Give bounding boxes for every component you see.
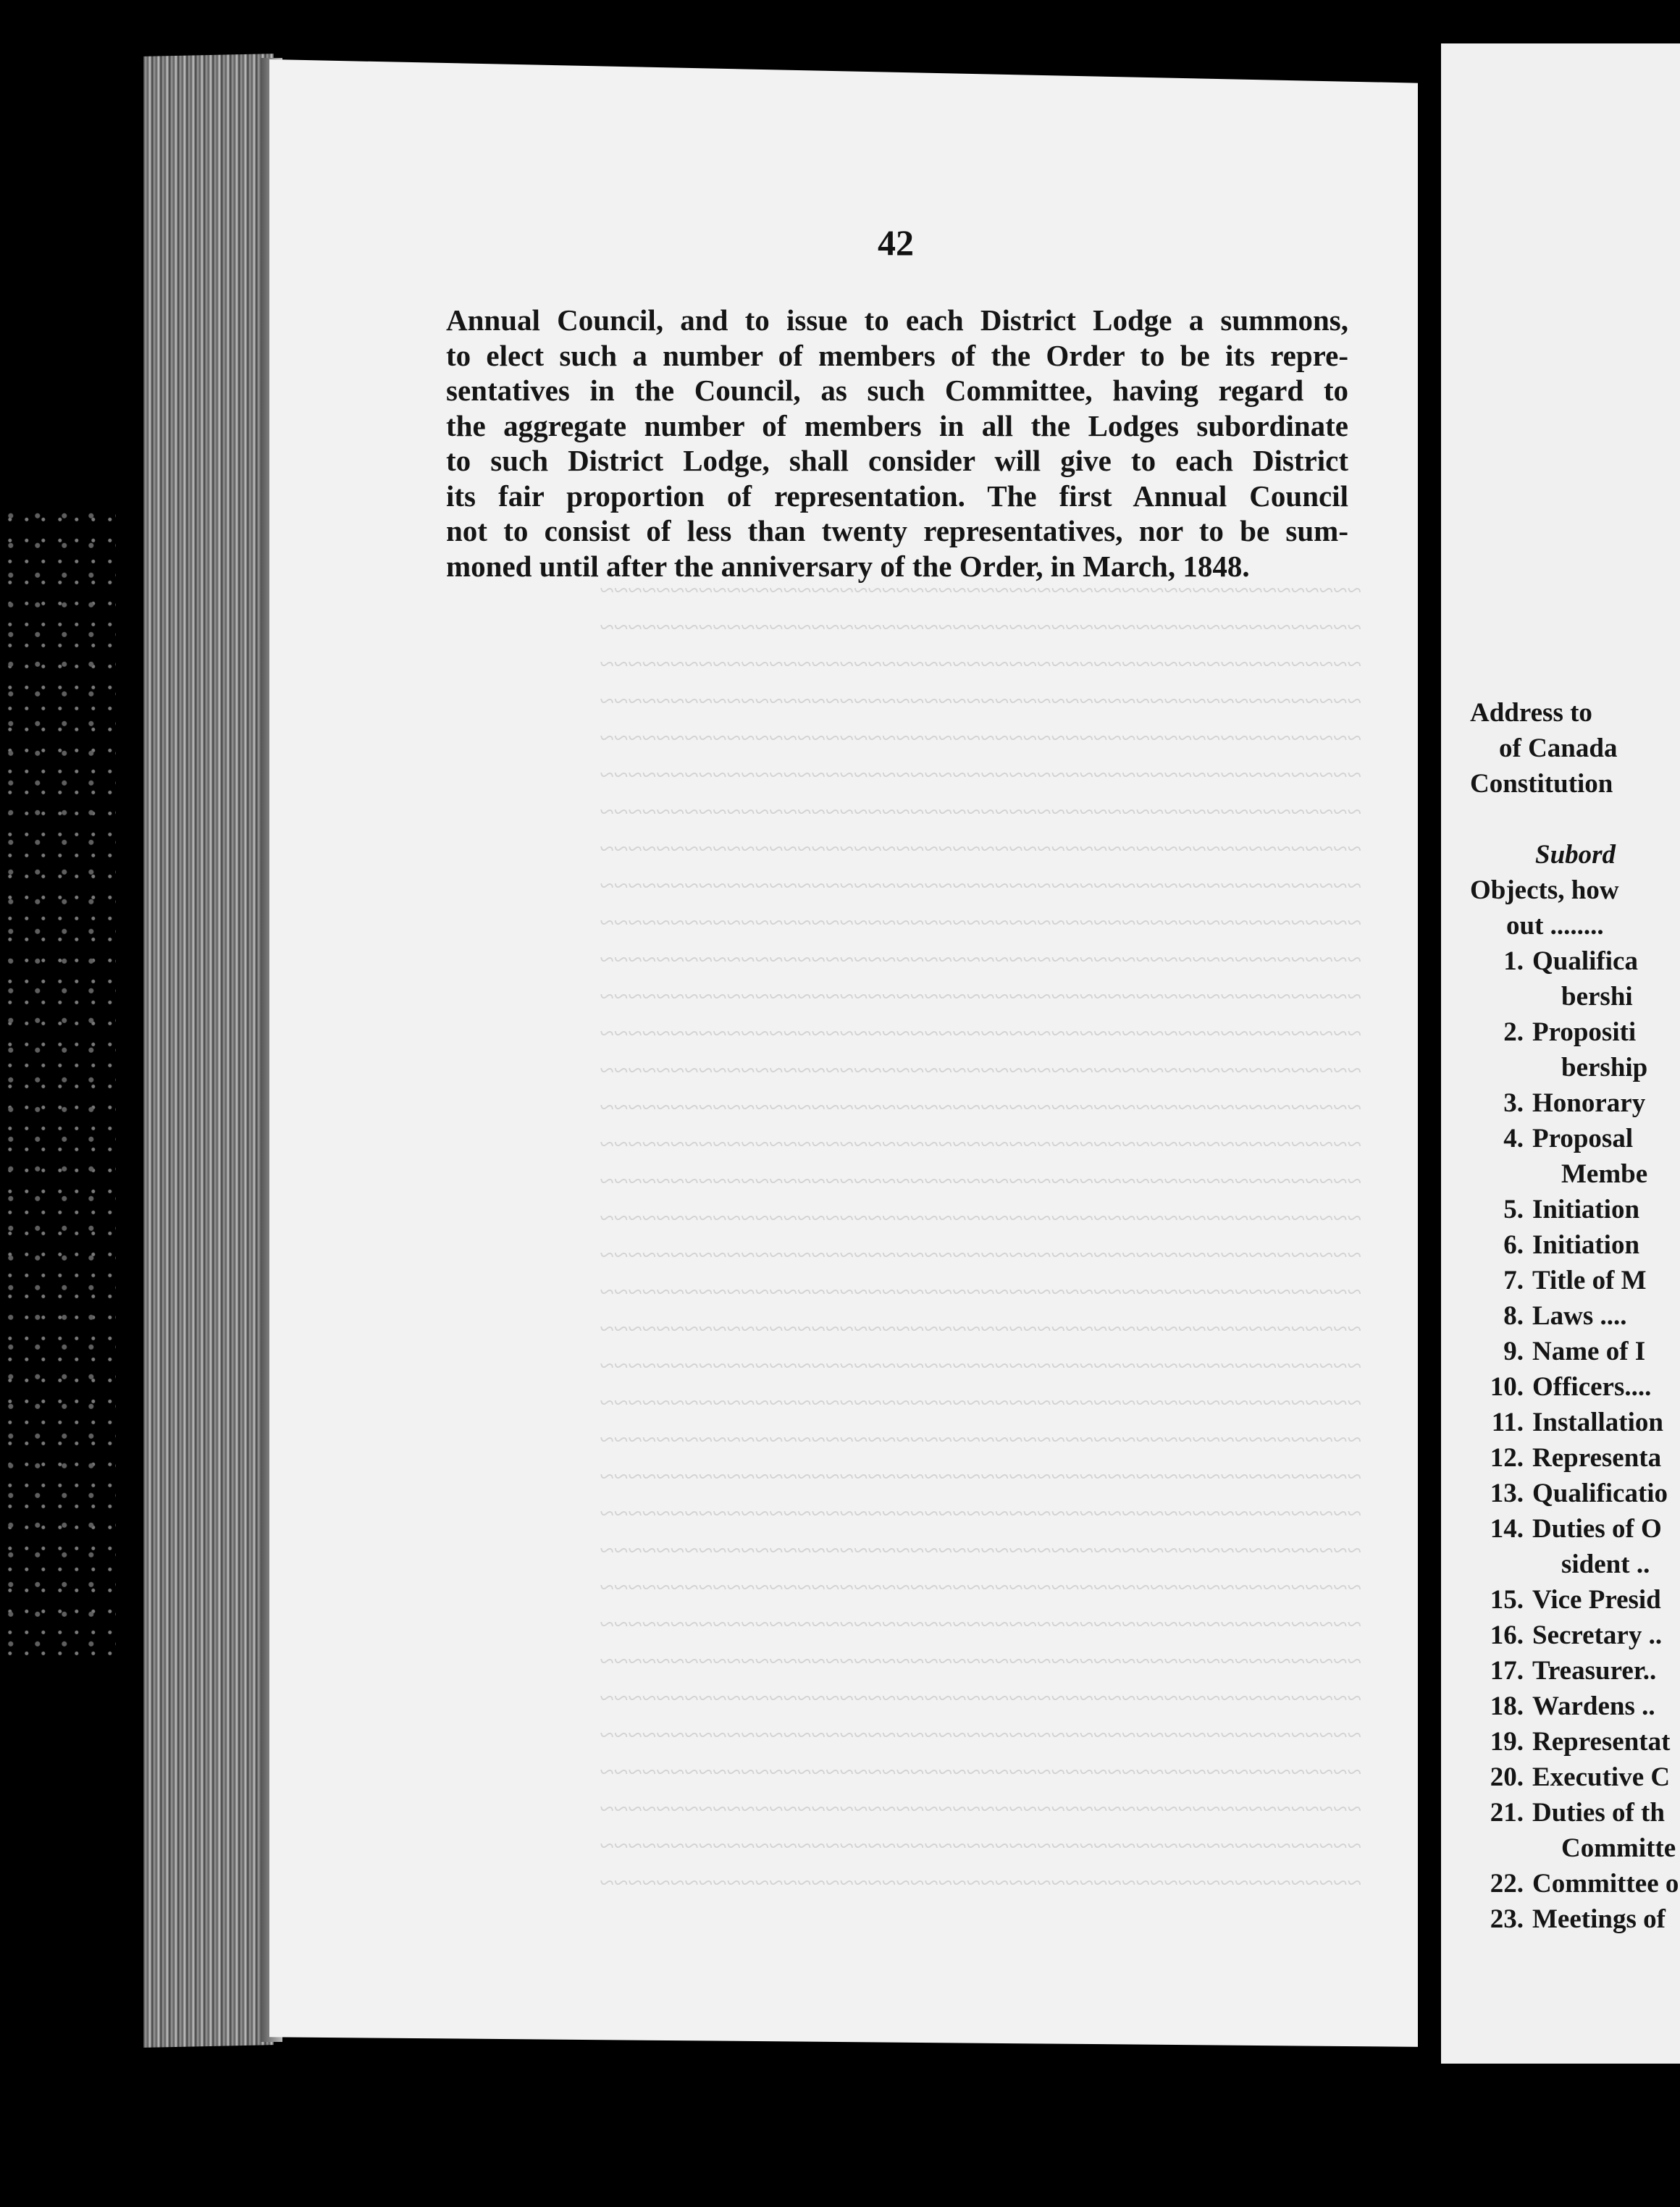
index-entry bbox=[1470, 1121, 1679, 1156]
index-entry bbox=[1470, 1618, 1679, 1653]
body-line: the aggregate number of members in all the Lodges subordinate bbox=[446, 408, 1348, 442]
index-entry-text: Laws .... bbox=[1532, 1301, 1627, 1331]
index-entry-text: Qualifica bbox=[1532, 946, 1638, 976]
index-entry bbox=[1470, 1014, 1679, 1050]
index-entry-text: Secretary .. bbox=[1532, 1620, 1663, 1650]
index-entry-text: bership bbox=[1561, 1053, 1648, 1083]
index-entry bbox=[1470, 1085, 1679, 1121]
index-entry bbox=[1470, 943, 1679, 979]
scan-noise bbox=[0, 507, 116, 1665]
index-entry bbox=[1470, 1760, 1679, 1795]
index-entry-number: 2. bbox=[1503, 1017, 1524, 1047]
index-entry-number: 22. bbox=[1490, 1869, 1524, 1899]
index-entry-text: Wardens .. bbox=[1532, 1691, 1655, 1721]
page-number: 42 bbox=[878, 222, 914, 263]
index-entry-number: 16. bbox=[1490, 1620, 1524, 1650]
index-entry-number: 15. bbox=[1490, 1585, 1524, 1615]
index-entry bbox=[1470, 1192, 1679, 1227]
index-entry bbox=[1470, 1369, 1679, 1405]
index-entry-number: 21. bbox=[1490, 1798, 1524, 1828]
body-line: to elect such a number of members of the Order to be its repre- bbox=[446, 338, 1348, 372]
index-intro-line: out ........ bbox=[1506, 911, 1604, 941]
index-entry-number: 14. bbox=[1490, 1514, 1524, 1544]
index-entry-text: Proposal bbox=[1532, 1124, 1634, 1153]
index-entry-text: Meetings of bbox=[1532, 1904, 1666, 1934]
body-line: sentatives in the Council, as such Committee, having regard to bbox=[446, 374, 1348, 407]
body-paragraph bbox=[446, 303, 1348, 584]
index-entry-text: Membe bbox=[1561, 1159, 1648, 1189]
index-entry-number: 4. bbox=[1503, 1124, 1524, 1153]
index-entry bbox=[1470, 979, 1679, 1014]
index-entry-text: sident .. bbox=[1561, 1550, 1650, 1579]
index-entry-number: 20. bbox=[1490, 1762, 1524, 1792]
index-entry-text: Representa bbox=[1532, 1443, 1662, 1473]
index-entry-number: 7. bbox=[1503, 1266, 1524, 1295]
index-entry bbox=[1470, 1511, 1679, 1547]
index-entry bbox=[1470, 1901, 1679, 1937]
bleed-through-texture: ~~~~~~~~~~~~~~~~~~~~~~~~~~~~~~~~~~~~~~~~~~~~~~~~~~~~~~ ~~~~~~~~~~~~~~~~~~~~~~~~~~~~~~~~~~~~~~~~~~~~~~~~~~~~~~ ~~~~~~~~~~~~~~~~~~~~~~~~~~~~~~~~~~~~~~~~~~~~~~~~~~~~~~ ~~~~~~~~~~~~~~~~~~~~~~~~~~~~~~~~~~~~~~~~~~~~~~~~~~~~~~ ~~~~~~~~~~~~~~~~~~~~~~~~~~~~~~~~~~~~~~~~~~~~~~~~~~~~~~ ~~~~~~~~~~~~~~~~~~~~~~~~~~~~~~~~~~~~~~~~~~~~~~~~~~~~~~ ~~~~~~~~~~~~~~~~~~~~~~~~~~~~~~~~~~~~~~~~~~~~~~~~~~~~~~ ~~~~~~~~~~~~~~~~~~~~~~~~~~~~~~~~~~~~~~~~~~~~~~~~~~~~~~ ~~~~~~~~~~~~~~~~~~~~~~~~~~~~~~~~~~~~~~~~~~~~~~~~~~~~~~ ~~~~~~~~~~~~~~~~~~~~~~~~~~~~~~~~~~~~~~~~~~~~~~~~~~~~~~ ~~~~~~~~~~~~~~~~~~~~~~~~~~~~~~~~~~~~~~~~~~~~~~~~~~~~~~ ~~~~~~~~~~~~~~~~~~~~~~~~~~~~~~~~~~~~~~~~~~~~~~~~~~~~~~ ~~~~~~~~~~~~~~~~~~~~~~~~~~~~~~~~~~~~~~~~~~~~~~~~~~~~~~ ~~~~~~~~~~~~~~~~~~~~~~~~~~~~~~~~~~~~~~~~~~~~~~~~~~~~~~ ~~~~~~~~~~~~~~~~~~~~~~~~~~~~~~~~~~~~~~~~~~~~~~~~~~~~~~ ~~~~~~~~~~~~~~~~~~~~~~~~~~~~~~~~~~~~~~~~~~~~~~~~~~~~~~ ~~~~~~~~~~~~~~~~~~~~~~~~~~~~~~~~~~~~~~~~~~~~~~~~~~~~~~ ~~~~~~~~~~~~~~~~~~~~~~~~~~~~~~~~~~~~~~~~~~~~~~~~~~~~~~ ~~~~~~~~~~~~~~~~~~~~~~~~~~~~~~~~~~~~~~~~~~~~~~~~~~~~~~ ~~~~~~~~~~~~~~~~~~~~~~~~~~~~~~~~~~~~~~~~~~~~~~~~~~~~~~ ~~~~~~~~~~~~~~~~~~~~~~~~~~~~~~~~~~~~~~~~~~~~~~~~~~~~~~ ~~~~~~~~~~~~~~~~~~~~~~~~~~~~~~~~~~~~~~~~~~~~~~~~~~~~~~ ~~~~~~~~~~~~~~~~~~~~~~~~~~~~~~~~~~~~~~~~~~~~~~~~~~~~~~ ~~~~~~~~~~~~~~~~~~~~~~~~~~~~~~~~~~~~~~~~~~~~~~~~~~~~~~ ~~~~~~~~~~~~~~~~~~~~~~~~~~~~~~~~~~~~~~~~~~~~~~~~~~~~~~ ~~~~~~~~~~~~~~~~~~~~~~~~~~~~~~~~~~~~~~~~~~~~~~~~~~~~~~ ~~~~~~~~~~~~~~~~~~~~~~~~~~~~~~~~~~~~~~~~~~~~~~~~~~~~~~ ~~~~~~~~~~~~~~~~~~~~~~~~~~~~~~~~~~~~~~~~~~~~~~~~~~~~~~ ~~~~~~~~~~~~~~~~~~~~~~~~~~~~~~~~~~~~~~~~~~~~~~~~~~~~~~ ~~~~~~~~~~~~~~~~~~~~~~~~~~~~~~~~~~~~~~~~~~~~~~~~~~~~~~ ~~~~~~~~~~~~~~~~~~~~~~~~~~~~~~~~~~~~~~~~~~~~~~~~~~~~~~ ~~~~~~~~~~~~~~~~~~~~~~~~~~~~~~~~~~~~~~~~~~~~~~~~~~~~~~ ~~~~~~~~~~~~~~~~~~~~~~~~~~~~~~~~~~~~~~~~~~~~~~~~~~~~~~ ~~~~~~~~~~~~~~~~~~~~~~~~~~~~~~~~~~~~~~~~~~~~~~~~~~~~~~ ~~~~~~~~~~~~~~~~~~~~~~~~~~~~~~~~~~~~~~~~~~~~~~~~~~~~~~ ~~~~~~~~~~~~~~~~~~~~~~~~~~~~~~~~~~~~~~~~~~~~~~~~~~~~~~ bbox=[600, 576, 1361, 1897]
index-entry-text: Honorary bbox=[1532, 1088, 1646, 1118]
index-entry-text: bershi bbox=[1561, 982, 1633, 1012]
body-line: Annual Council, and to issue to each District Lodge a summons, bbox=[446, 303, 1348, 337]
index-entry bbox=[1470, 1263, 1679, 1298]
body-line: moned until after the anniversary of the Order, in March, 1848. bbox=[446, 549, 1250, 583]
index-entry-text: Committee o bbox=[1532, 1869, 1679, 1899]
index-header-line: of Canada bbox=[1499, 733, 1618, 763]
index-entry-text: Treasurer.. bbox=[1532, 1656, 1657, 1686]
index-entry-number: 3. bbox=[1503, 1088, 1524, 1118]
index-entry-number: 5. bbox=[1503, 1195, 1524, 1224]
index-entry-text: Executive C bbox=[1532, 1762, 1671, 1792]
index-entry bbox=[1470, 1830, 1679, 1866]
index-entry-text: Officers.... bbox=[1532, 1372, 1652, 1402]
index-entry bbox=[1470, 1476, 1679, 1511]
index-entry-text: Representat bbox=[1532, 1727, 1671, 1757]
index-entry-text: Title of M bbox=[1532, 1266, 1647, 1295]
index-entry bbox=[1470, 1334, 1679, 1369]
index-entry bbox=[1470, 1866, 1679, 1901]
facing-page-index bbox=[1470, 695, 1679, 1937]
index-header-line: Address to bbox=[1470, 698, 1592, 728]
index-entry bbox=[1470, 1440, 1679, 1476]
index-entry bbox=[1470, 1547, 1679, 1582]
index-entry-number: 12. bbox=[1490, 1443, 1524, 1473]
index-entry-number: 6. bbox=[1503, 1230, 1524, 1260]
index-entry bbox=[1470, 1050, 1679, 1085]
index-entry-text: Committe bbox=[1561, 1833, 1676, 1863]
index-spacer bbox=[1470, 802, 1679, 837]
index-entry-number: 18. bbox=[1490, 1691, 1524, 1721]
index-entry-text: Installation bbox=[1532, 1408, 1663, 1437]
index-entry-number: 13. bbox=[1490, 1479, 1524, 1508]
index-entry-text: Duties of th bbox=[1532, 1798, 1665, 1828]
index-entry-number: 23. bbox=[1490, 1904, 1524, 1934]
page-edges bbox=[143, 54, 274, 2048]
index-entry-number: 19. bbox=[1490, 1727, 1524, 1757]
body-line: to such District Lodge, shall consider will give to each District bbox=[446, 444, 1348, 477]
index-entries bbox=[1470, 943, 1679, 1937]
index-header-line: Constitution bbox=[1470, 769, 1613, 799]
body-line: its fair proportion of representation. The first Annual Council bbox=[446, 479, 1348, 513]
index-entry bbox=[1470, 1653, 1679, 1689]
index-entry bbox=[1470, 1724, 1679, 1760]
body-line: not to consist of less than twenty representatives, nor to be sum- bbox=[446, 514, 1348, 547]
index-entry-text: Initiation bbox=[1532, 1195, 1640, 1224]
index-entry-number: 1. bbox=[1503, 946, 1524, 976]
index-entry bbox=[1470, 1227, 1679, 1263]
index-entry bbox=[1470, 1298, 1679, 1334]
index-entry-text: Name of I bbox=[1532, 1337, 1646, 1366]
index-entry-text: Initiation bbox=[1532, 1230, 1640, 1260]
index-entry bbox=[1470, 1582, 1679, 1618]
index-entry-text: Duties of O bbox=[1532, 1514, 1662, 1544]
index-entry-number: 10. bbox=[1490, 1372, 1524, 1402]
index-entry bbox=[1470, 1689, 1679, 1724]
index-entry bbox=[1470, 1156, 1679, 1192]
index-entry-number: 17. bbox=[1490, 1656, 1524, 1686]
index-entry-number: 8. bbox=[1503, 1301, 1524, 1331]
index-entry bbox=[1470, 1405, 1679, 1440]
index-entry-number: 11. bbox=[1491, 1408, 1524, 1437]
index-entry-number: 9. bbox=[1503, 1337, 1524, 1366]
index-intro-line: Objects, how bbox=[1470, 875, 1619, 905]
index-entry-text: Vice Presid bbox=[1532, 1585, 1661, 1615]
index-section-heading: Subord bbox=[1535, 840, 1616, 870]
index-entry-text: Propositi bbox=[1532, 1017, 1637, 1047]
index-entry bbox=[1470, 1795, 1679, 1830]
index-entry-text: Qualificatio bbox=[1532, 1479, 1668, 1508]
